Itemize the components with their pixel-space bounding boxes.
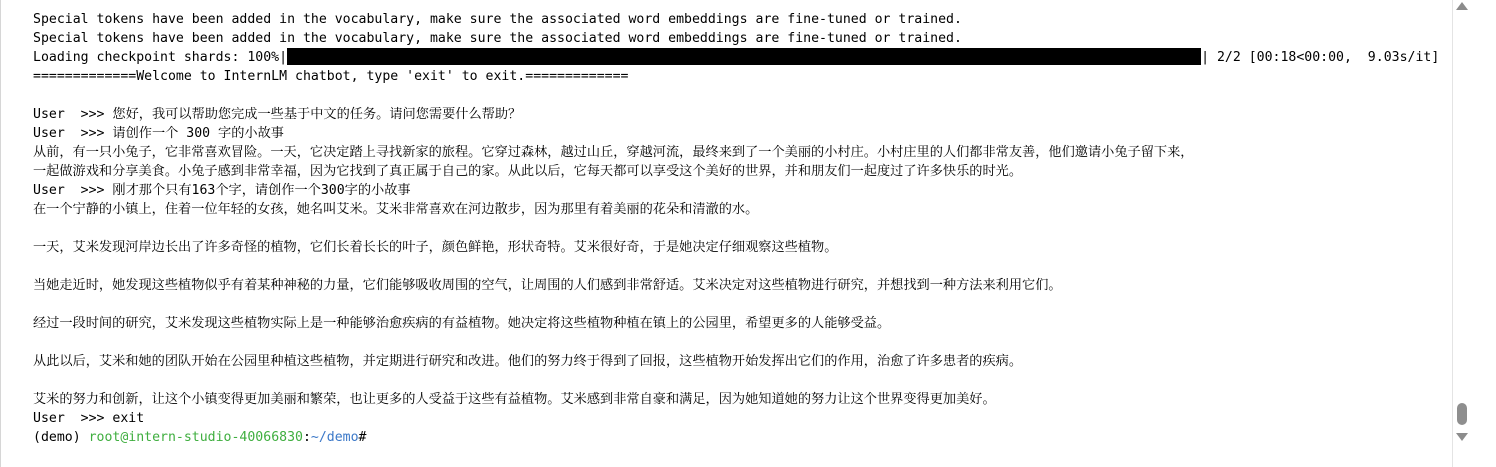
welcome-banner: =============Welcome to InternLM chatbot, type 'exit' to exit.============= — [33, 69, 629, 84]
blank-line — [33, 86, 1445, 105]
window-border — [0, 0, 1, 467]
response-line: 一起做游戏和分享美食。小兔子感到非常幸福，因为它找到了真正属于自己的家。从此以后，它每天都可以享受这个美好的世界，并和朋友们一起度过了许多快乐的时光。 — [33, 164, 1023, 179]
vertical-scrollbar[interactable] — [1452, 0, 1471, 467]
scroll-down-arrow-icon[interactable] — [1456, 433, 1468, 441]
prompt-user-host: root@intern-studio-40066830 — [88, 430, 303, 445]
blank-line — [33, 371, 1445, 390]
warning-line: Special tokens have been added in the vocabulary, make sure the associated word embeddings are fine-tuned or trained. — [33, 12, 962, 27]
terminal-output — [33, 10, 1445, 447]
user-input-line: User >>> 刚才那个只有163个字，请创作一个300字的小故事 — [33, 183, 411, 198]
user-input-line: User >>> exit — [33, 411, 145, 426]
response-line: 从前，有一只小兔子，它非常喜欢冒险。一天，它决定踏上寻找新家的旅程。它穿过森林，越过山丘，穿越河流，最终来到了一个美丽的小村庄。小村庄里的人们都非常友善，他们邀请小兔子留下来， — [33, 145, 1194, 160]
prompt-symbol: # — [358, 430, 367, 445]
loading-stats: | 2/2 [00:18<00:00, 9.03s/it] — [1201, 50, 1440, 65]
blank-line — [33, 219, 1445, 238]
prompt-path: ~/demo — [310, 430, 359, 445]
shell-prompt[interactable] — [33, 428, 1445, 447]
response-line: 一天，艾米发现河岸边长出了许多奇怪的植物，它们长着长长的叶子，颜色鲜艳，形状奇特。艾米很好奇，于是她决定仔细观察这些植物。 — [33, 240, 838, 255]
warning-line: Special tokens have been added in the vocabulary, make sure the associated word embeddings are fine-tuned or trained. — [33, 31, 962, 46]
response-line: 艾米的努力和创新，让这个小镇变得更加美丽和繁荣，也让更多的人受益于这些有益植物。艾米感到非常自豪和满足，因为她知道她的努力让这个世界变得更加美好。 — [33, 392, 996, 407]
response-line: 在一个宁静的小镇上，住着一位年轻的女孩，她名叫艾米。艾米非常喜欢在河边散步，因为那里有着美丽的花朵和清澈的水。 — [33, 202, 759, 217]
response-line: 从此以后，艾米和她的团队开始在公园里种植这些植物，并定期进行研究和改进。他们的努力终于得到了回报，这些植物开始发挥出它们的作用，治愈了许多患者的疾病。 — [33, 354, 1023, 369]
loading-label: Loading checkpoint shards: 100%| — [33, 50, 288, 65]
scroll-up-arrow-icon[interactable] — [1456, 2, 1468, 10]
blank-line — [33, 295, 1445, 314]
blank-line — [33, 257, 1445, 276]
response-line: 当她走近时，她发现这些植物似乎有着某种神秘的力量，它们能够吸收周围的空气，让周围的人们感到非常舒适。艾米决定对这些植物进行研究，并想找到一种方法来利用它们。 — [33, 278, 1062, 293]
blank-line — [33, 333, 1445, 352]
user-input-line: User >>> 您好，我可以帮助您完成一些基于中文的任务。请问您需要什么帮助？ — [33, 107, 522, 122]
progress-bar — [287, 48, 1201, 65]
response-line: 经过一段时间的研究，艾米发现这些植物实际上是一种能够治愈疾病的有益植物。她决定将这些植物种植在镇上的公园里，希望更多的人能够受益。 — [33, 316, 891, 331]
prompt-colon: : — [302, 430, 311, 445]
user-input-line: User >>> 请创作一个 300 字的小故事 — [33, 126, 284, 141]
scroll-thumb[interactable] — [1457, 403, 1467, 425]
loading-line — [33, 48, 1445, 67]
prompt-env: (demo) — [33, 430, 89, 445]
